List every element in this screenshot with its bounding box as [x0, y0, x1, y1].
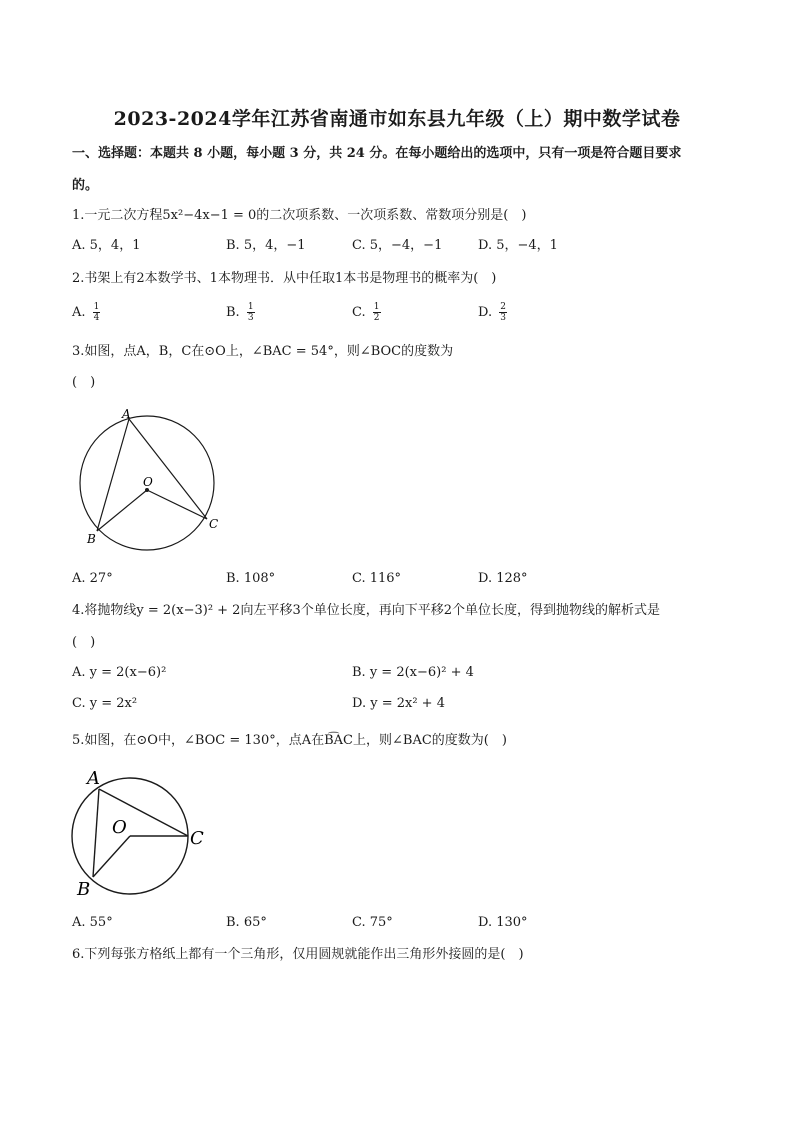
- option-letter: A.: [72, 305, 86, 320]
- question-5-option-a: A. 55°: [72, 915, 113, 930]
- question-3-option-a: A. 27°: [72, 571, 113, 586]
- fraction-numerator: 2: [500, 302, 506, 312]
- question-3-figure: [70, 404, 230, 554]
- radius-ob: [97, 490, 147, 531]
- label-b: B: [77, 879, 91, 900]
- question-1-option-a: A. 5，4，1: [72, 238, 141, 253]
- fraction-denominator: 2: [373, 313, 380, 323]
- label-a: A: [122, 407, 131, 421]
- question-4-paren: ( ): [72, 635, 96, 650]
- option-letter: C.: [352, 305, 366, 320]
- section-heading-line1: 一、选择题：本题共 8 小题，每小题 3 分，共 24 分。在每小题给出的选项中，只有一项是符合题目要求: [72, 146, 682, 161]
- option-letter: D.: [478, 305, 493, 320]
- page-title: 2023-2024学年江苏省南通市如东县九年级（上）期中数学试卷: [113, 108, 681, 130]
- question-5-option-c: C. 75°: [352, 915, 393, 930]
- question-2-option-a: [72, 302, 100, 323]
- fraction: [373, 302, 381, 323]
- question-2-option-d: [478, 302, 507, 323]
- question-4-option-c: C. y = 2x²: [72, 696, 138, 711]
- question-5-option-d: D. 130°: [478, 915, 528, 930]
- fraction-numerator: 1: [93, 302, 100, 312]
- question-2-stem: 2.书架上有2本数学书、1本物理书．从中任取1本书是物理书的概率为( ): [72, 271, 497, 286]
- label-o: O: [143, 475, 153, 489]
- fraction-denominator: 4: [93, 313, 100, 323]
- radius-ob: [93, 836, 130, 877]
- question-1-stem: 1.一元二次方程5x²−4x−1 = 0的二次项系数、一次项系数、常数项分别是( ): [72, 208, 527, 223]
- question-4-option-a: A. y = 2(x−6)²: [72, 665, 167, 680]
- question-6-stem: 6.下列每张方格纸上都有一个三角形，仅用圆规就能作出三角形外接圆的是( ): [72, 947, 524, 962]
- question-3-paren: ( ): [72, 375, 96, 390]
- fraction-denominator: 3: [247, 313, 254, 323]
- question-4-option-d: D. y = 2x² + 4: [352, 696, 445, 711]
- fraction: [93, 302, 101, 323]
- question-5-figure: [66, 762, 216, 902]
- question-3-option-d: D. 128°: [478, 571, 528, 586]
- label-c: C: [209, 517, 219, 531]
- question-3-stem: 3.如图，点A，B，C在⊙O上，∠BAC = 54°，则∠BOC的度数为: [72, 344, 454, 359]
- question-1-option-b: B. 5，4，−1: [226, 238, 306, 253]
- fraction: [247, 302, 255, 323]
- radius-oc: [147, 490, 207, 519]
- question-3-option-c: C. 116°: [352, 571, 402, 586]
- question-1-option-d: D. 5，−4，1: [478, 238, 558, 253]
- section-heading-line2: 的。: [72, 178, 99, 193]
- label-b: B: [87, 532, 96, 546]
- fraction-numerator: 1: [373, 302, 380, 312]
- fraction-numerator: 1: [247, 302, 254, 312]
- chord-ab: [97, 419, 129, 531]
- question-4-stem: 4.将抛物线y = 2(x−3)² + 2向左平移3个单位长度，再向下平移2个单位长度，得到抛物线的解析式是: [72, 603, 660, 618]
- question-4-option-b: B. y = 2(x−6)² + 4: [352, 665, 474, 680]
- question-3-option-b: B. 108°: [226, 571, 276, 586]
- option-letter: B.: [226, 305, 240, 320]
- question-5-stem: 5.如图，在⊙O中，∠BOC = 130°，点A在B͡AC上，则∠BAC的度数为( ): [72, 733, 507, 748]
- fraction-denominator: 3: [500, 313, 506, 323]
- question-1-option-c: C. 5，−4，−1: [352, 238, 443, 253]
- question-5-option-b: B. 65°: [226, 915, 267, 930]
- question-2-option-c: [352, 302, 381, 323]
- label-c: C: [190, 828, 204, 849]
- chord-ab: [93, 789, 99, 877]
- label-o: O: [112, 817, 127, 838]
- label-a: A: [87, 768, 100, 789]
- question-2-option-b: [226, 302, 255, 323]
- chord-ac: [129, 419, 207, 519]
- fraction: [499, 302, 507, 323]
